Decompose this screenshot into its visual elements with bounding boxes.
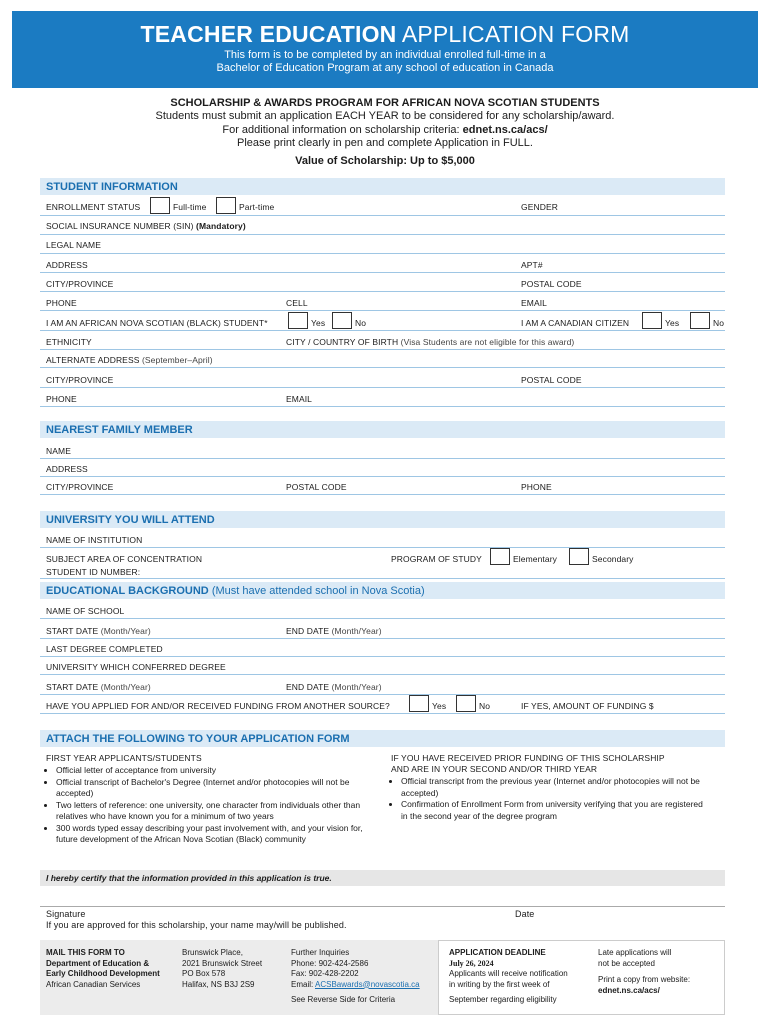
list-item: • Official transcript of Bachelor's Degree (Internet and/or photocopies will not be accepted)	[56, 777, 381, 800]
row-line[interactable]	[40, 310, 725, 311]
end-date2-label: END DATE (Month/Year)	[286, 682, 382, 692]
prior-funding-title-2: AND ARE IN YOUR SECOND AND/OR THIRD YEAR	[391, 764, 598, 774]
row-line[interactable]	[40, 367, 725, 368]
funding-amount-label: IF YES, AMOUNT OF FUNDING $	[521, 701, 654, 711]
elementary-checkbox[interactable]	[490, 548, 510, 565]
alt-address-label: ALTERNATE ADDRESS (September–April)	[46, 355, 213, 365]
first-year-list	[46, 765, 381, 846]
row-line[interactable]	[40, 638, 725, 639]
institution-label: NAME OF INSTITUTION	[46, 535, 143, 545]
postal2-label: POSTAL CODE	[521, 375, 582, 385]
family-address-label: ADDRESS	[46, 464, 88, 474]
row-line[interactable]	[40, 547, 725, 548]
email-label: EMAIL	[521, 298, 548, 308]
row-line[interactable]	[40, 713, 725, 714]
mail-to-block: MAIL THIS FORM TO Department of Education & Early Childhood Development African Canadian Services	[46, 948, 160, 989]
university-heading: UNIVERSITY YOU WILL ATTEND	[46, 514, 215, 526]
deadline-block: APPLICATION DEADLINE July 26, 2024 Applicants will receive notification in writing by the first week of September regarding eligibility	[449, 948, 568, 1004]
row-line[interactable]	[40, 656, 725, 657]
parttime-label: Part-time	[239, 202, 275, 212]
row-line[interactable]	[40, 387, 725, 388]
attach-heading: ATTACH THE FOLLOWING TO YOUR APPLICATION FORM	[46, 733, 350, 745]
secondary-checkbox[interactable]	[569, 548, 589, 565]
row-line[interactable]	[40, 330, 725, 331]
signature-line[interactable]	[40, 906, 725, 907]
first-year-title: FIRST YEAR APPLICANTS/STUDENTS	[46, 753, 202, 763]
row-line[interactable]	[40, 272, 725, 273]
header-banner	[12, 11, 758, 88]
scholarship-value: Value of Scholarship: Up to $5,000	[295, 155, 475, 167]
citizen-label: I AM A CANADIAN CITIZEN	[521, 318, 630, 328]
address-label: ADDRESS	[46, 260, 88, 270]
postal-label: POSTAL CODE	[521, 279, 582, 289]
education-heading: EDUCATIONAL BACKGROUND (Must have attended school in Nova Scotia)	[46, 585, 425, 597]
row-line[interactable]	[40, 458, 725, 459]
family-phone-label: PHONE	[521, 482, 552, 492]
cell-label: CELL	[286, 298, 308, 308]
website-link[interactable]: ednet.ns.ca/acs/	[598, 985, 660, 995]
row-line[interactable]	[40, 578, 725, 579]
birth-label: CITY / COUNTRY OF BIRTH (Visa Students are not eligible for this award)	[286, 337, 575, 347]
certify-text: I hereby certify that the information provided in this application is true.	[46, 873, 332, 883]
funding-yes-label: Yes	[432, 701, 447, 711]
student-info-heading: STUDENT INFORMATION	[46, 181, 178, 193]
school-label: NAME OF SCHOOL	[46, 606, 125, 616]
start-date2-label: START DATE (Month/Year)	[46, 682, 151, 692]
student-id-label: STUDENT ID NUMBER:	[46, 567, 141, 577]
form-title: TEACHER EDUCATION APPLICATION FORM	[140, 21, 630, 47]
legal-name-label: LEGAL NAME	[46, 240, 102, 250]
intro-line-1: Students must submit an application EACH YEAR to be considered for any scholarship/award.	[155, 110, 615, 122]
family-heading: NEAREST FAMILY MEMBER	[46, 424, 193, 436]
row-line[interactable]	[40, 476, 725, 477]
apt-label: APT#	[521, 260, 543, 270]
funding-no-label: No	[479, 701, 491, 711]
form-subtitle: This form is to be completed by an individual enrolled full-time in a Bachelor of Education Program at any school of education in Canada	[216, 49, 554, 74]
date-label: Date	[515, 909, 535, 919]
ethnicity-label: ETHNICITY	[46, 337, 92, 347]
family-postal-label: POSTAL CODE	[286, 482, 347, 492]
list-item: • Official letter of acceptance from university	[56, 765, 381, 777]
ans-no-label: No	[355, 318, 367, 328]
list-item: • 300 words typed essay describing your past involvement with, and your vision for, future development of the African Nova Scotian (Black) community	[56, 823, 381, 846]
intro-line-3: Please print clearly in pen and complete Application in FULL.	[237, 137, 533, 149]
row-line[interactable]	[40, 215, 725, 216]
ans-label: I AM AN AFRICAN NOVA SCOTIAN (BLACK) STUDENT*	[46, 318, 268, 328]
phone2-label: PHONE	[46, 394, 77, 404]
inquiries-block: Further Inquiries Phone: 902-424-2586 Fax: 902-428-2202 Email: ACSBawards@novascotia.ca See Reverse Side for Criteria	[291, 948, 420, 1004]
late-block: Late applications will not be accepted Print a copy from website: ednet.ns.ca/acs/	[598, 948, 691, 995]
sin-label: SOCIAL INSURANCE NUMBER (SIN) (Mandatory)	[46, 221, 246, 231]
city-label: CITY/PROVINCE	[46, 279, 114, 289]
phone-label: PHONE	[46, 298, 77, 308]
list-item: • Confirmation of Enrollment Form from university verifying that you are registered in the second year of the degree program	[401, 799, 711, 822]
row-line[interactable]	[40, 253, 725, 254]
elementary-label: Elementary	[513, 554, 557, 564]
row-line[interactable]	[40, 674, 725, 675]
row-line[interactable]	[40, 349, 725, 350]
last-degree-label: LAST DEGREE COMPLETED	[46, 644, 163, 654]
parttime-checkbox[interactable]	[216, 197, 236, 214]
criteria-link[interactable]: ednet.ns.ca/acs/	[462, 124, 548, 136]
intro-line-2: For additional information on scholarship criteria: ednet.ns.ca/acs/	[222, 124, 548, 136]
list-item: • Two letters of reference: one university, one character from individuals other than relatives who have known you for a minimum of two years	[56, 800, 381, 823]
row-line[interactable]	[40, 234, 725, 235]
inquiries-email-link[interactable]: ACSBawards@novascotia.ca	[315, 979, 420, 989]
ans-yes-label: Yes	[311, 318, 326, 328]
citizen-no-checkbox[interactable]	[690, 312, 710, 329]
enrollment-label: ENROLLMENT STATUS	[46, 202, 141, 212]
end-date-label: END DATE (Month/Year)	[286, 626, 382, 636]
row-line[interactable]	[40, 694, 725, 695]
row-line[interactable]	[40, 406, 725, 407]
gender-label: GENDER	[521, 202, 558, 212]
list-item: • Official transcript from the previous year (Internet and/or photocopies will not be accepted)	[401, 776, 711, 799]
publish-notice: If you are approved for this scholarship, your name may/will be published.	[46, 920, 347, 930]
secondary-label: Secondary	[592, 554, 634, 564]
funding-yes-checkbox[interactable]	[409, 695, 429, 712]
family-city-label: CITY/PROVINCE	[46, 482, 114, 492]
ans-no-checkbox[interactable]	[332, 312, 352, 329]
fulltime-checkbox[interactable]	[150, 197, 170, 214]
row-line[interactable]	[40, 291, 725, 292]
program-label: PROGRAM OF STUDY	[391, 554, 482, 564]
city2-label: CITY/PROVINCE	[46, 375, 114, 385]
row-line[interactable]	[40, 618, 725, 619]
citizen-yes-label: Yes	[665, 318, 680, 328]
funding-label: HAVE YOU APPLIED FOR AND/OR RECEIVED FUNDING FROM ANOTHER SOURCE?	[46, 701, 390, 711]
ans-yes-checkbox[interactable]	[288, 312, 308, 329]
citizen-no-label: No	[713, 318, 725, 328]
conferring-university-label: UNIVERSITY WHICH CONFERRED DEGREE	[46, 662, 226, 672]
family-name-label: NAME	[46, 446, 71, 456]
start-date-label: START DATE (Month/Year)	[46, 626, 151, 636]
mailing-address: Brunswick Place, 2021 Brunswick Street PO Box 578 Halifax, NS B3J 2S9	[182, 948, 263, 989]
funding-no-checkbox[interactable]	[456, 695, 476, 712]
row-line[interactable]	[40, 494, 725, 495]
prior-funding-title-1: IF YOU HAVE RECEIVED PRIOR FUNDING OF THIS SCHOLARSHIP	[391, 753, 665, 763]
prior-funding-list	[391, 776, 711, 822]
citizen-yes-checkbox[interactable]	[642, 312, 662, 329]
subject-label: SUBJECT AREA OF CONCENTRATION	[46, 554, 203, 564]
program-name: SCHOLARSHIP & AWARDS PROGRAM FOR AFRICAN NOVA SCOTIAN STUDENTS	[170, 97, 600, 109]
fulltime-label: Full-time	[173, 202, 207, 212]
signature-label: Signature	[46, 909, 86, 919]
email2-label: EMAIL	[286, 394, 313, 404]
